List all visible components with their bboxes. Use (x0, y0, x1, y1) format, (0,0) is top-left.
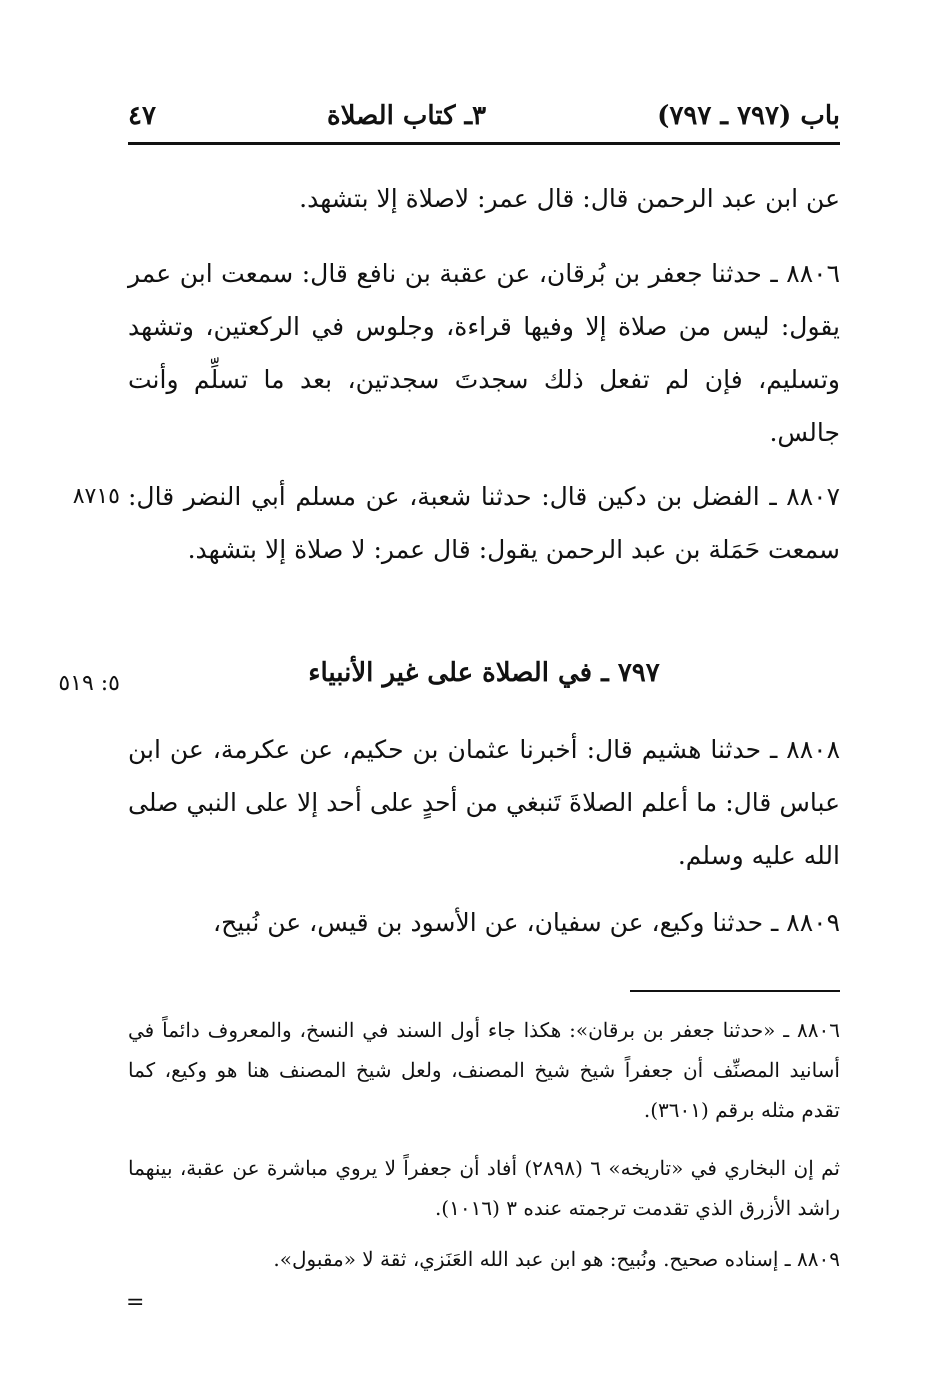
footnote-rule (630, 990, 840, 992)
margin-ref-519: ٥: ٥١٩ (58, 671, 120, 696)
header-section: باب (٧٩٧ ـ ٧٩٧) (657, 101, 840, 131)
running-header (128, 92, 840, 140)
hadith-8808: ٨٨٠٨ ـ حدثنا هشيم قال: أخبرنا عثمان بن حكيم، عن عكرمة، عن ابن عباس قال: ما أعلم الصلاةَ تَنبغي من أحدٍ على أحد إلا على النبي صلى الله عليه وسلم. (128, 735, 840, 870)
header-page-number: ٤٧ (128, 101, 156, 131)
footnote-8809: ٨٨٠٩ ـ إسناده صحيح. ونُبيح: هو ابن عبد الله العَنَزي، ثقة لا «مقبول». (273, 1247, 840, 1271)
chapter-title: ٧٩٧ ـ في الصلاة على غير الأنبياء (308, 658, 660, 688)
header-rule (128, 142, 840, 145)
header-book-title: ٣ـ كتاب الصلاة (326, 101, 487, 131)
paragraph-intro: عن ابن عبد الرحمن قال: قال عمر: لاصلاة إلا بتشهد. (299, 184, 840, 213)
footnote-8806: ٨٨٠٦ ـ «حدثنا جعفر بن برقان»: هكذا جاء أول السند في النسخ، والمعروف دائماً في أسانيد المصنِّف أن جعفراً شيخ شيخ المصنف، ولعل شيخ المصنف هنا هو وكيع، كما تقدم مثله برقم (٣٦٠١). (128, 1018, 840, 1122)
footnote-bukhari: ثم إن البخاري في «تاريخه» ٦ (٢٨٩٨) أفاد أن جعفراً لا يروي مباشرة عن عقبة، بينهما راشد الأزرق الذي تقدمت ترجمته عنده ٣ (١٠١٦). (128, 1156, 840, 1220)
continuation-mark: = (126, 1290, 145, 1315)
hadith-8806: ٨٨٠٦ ـ حدثنا جعفر بن بُرقان، عن عقبة بن نافع قال: سمعت ابن عمر يقول: ليس من صلاة إلا وفيها قراءة، وجلوس في الركعتين، وتشهد وتسليم، فإن لم تفعل ذلك سجدتَ سجدتين، بعد ما تسلِّم وأنت جالس. (128, 259, 840, 447)
hadith-8807: ٨٨٠٧ ـ الفضل بن دكين قال: حدثنا شعبة، عن مسلم أبي النضر قال: سمعت حَمَلة بن عبد الرحمن يقول: قال عمر: لا صلاة إلا بتشهد. (128, 482, 840, 564)
hadith-8809: ٨٨٠٩ ـ حدثنا وكيع، عن سفيان، عن الأسود بن قيس، عن نُبيح، (213, 908, 840, 937)
margin-ref-8715: ٨٧١٥ (72, 484, 120, 509)
